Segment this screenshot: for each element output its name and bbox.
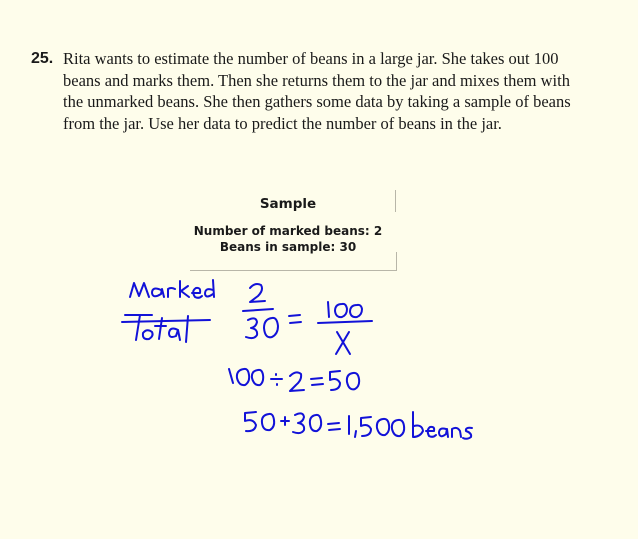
problem-number: 25. bbox=[31, 50, 54, 67]
handwriting-marked bbox=[130, 280, 214, 298]
handwriting-step-multiply bbox=[245, 412, 472, 439]
handwriting-equals-sign bbox=[289, 315, 301, 323]
sample-beans-in-sample: Beans in sample: 30 bbox=[219, 240, 357, 254]
handwriting-fraction-2-over-30 bbox=[243, 284, 278, 338]
sample-title: Sample bbox=[259, 196, 317, 212]
handwriting-fraction-100-over-x bbox=[318, 302, 372, 354]
sample-marked-beans: Number of marked beans: 2 bbox=[193, 224, 383, 238]
problem-text: Rita wants to estimate the number of beans in a large jar. She takes out 100 beans and marks them. Then she returns them to the jar and mixes them with the unmarked beans. She then gathers some data by taking a sample of beans from the jar. Use her data to predict the number of beans in the jar. bbox=[63, 49, 571, 133]
handwriting-total bbox=[122, 315, 210, 342]
handwriting-step-divide bbox=[229, 369, 359, 391]
